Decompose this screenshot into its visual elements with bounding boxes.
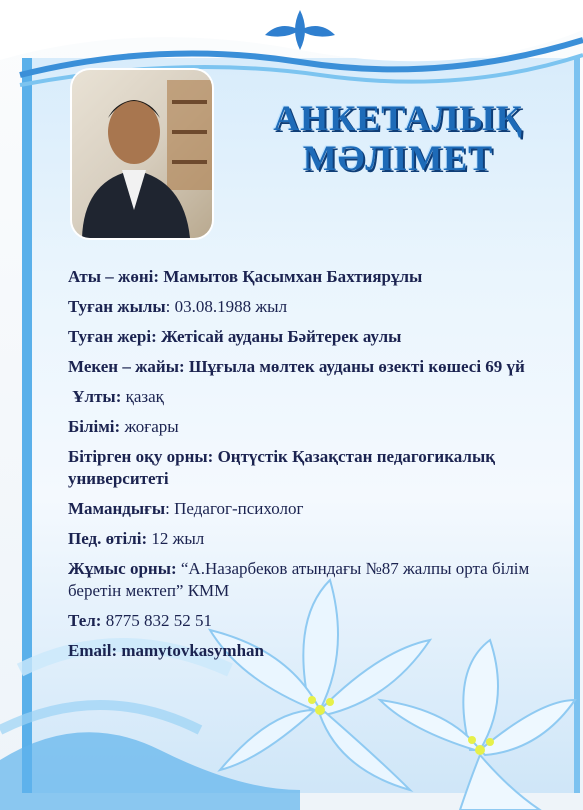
info-row-education [68, 416, 548, 438]
info-label: Мамандығы [68, 499, 166, 518]
title-line-2: МӘЛІМЕТ [302, 138, 494, 178]
info-row-specialty [68, 498, 548, 520]
info-row-experience [68, 528, 548, 550]
info-label: Тел: [68, 611, 102, 630]
info-row-university [68, 446, 548, 490]
profile-photo [72, 70, 212, 238]
info-value: : 03.08.1988 жыл [165, 297, 288, 316]
info-label: Жұмыс орны: [68, 559, 177, 578]
info-label: Туған жері: [68, 327, 157, 346]
info-label: Мекен – жайы: [68, 357, 185, 376]
info-value: Мамытов Қасымхан Бахтиярұлы [163, 267, 423, 286]
info-label: Ұлты: [72, 387, 122, 406]
info-value: mamytovkasymhan [121, 641, 264, 660]
info-row-birthplace [68, 326, 548, 348]
title-line-1: АНКЕТАЛЫҚ [273, 98, 523, 138]
person-avatar-icon [72, 70, 212, 238]
info-label: Email: [68, 641, 118, 660]
info-row-workplace [68, 558, 548, 602]
info-label: Аты – жөні: [68, 267, 160, 286]
info-label: Пед. өтілі: [68, 529, 148, 548]
info-row-nationality [68, 386, 548, 408]
info-row-phone [68, 610, 548, 632]
info-value: Шұғыла мөлтек ауданы өзекті көшесі 69 үй [188, 357, 525, 376]
info-label: Туған жылы [68, 297, 166, 316]
info-row-birthdate [68, 296, 548, 318]
info-row-email [68, 640, 548, 662]
page-title [268, 98, 528, 178]
profile-info [68, 266, 548, 670]
info-value: 12 жыл [151, 529, 205, 548]
info-value: Оңтүстік Қазақстан педагогикалық университеті [68, 447, 496, 488]
info-value: Жетісай ауданы Бәйтерек аулы [161, 327, 402, 346]
info-value: жоғары [124, 417, 179, 436]
info-row-address [68, 356, 548, 378]
info-value: “А.Назарбеков атындағы №87 жалпы орта білім беретін мектеп” КММ [68, 559, 530, 600]
info-label: Білімі: [68, 417, 121, 436]
info-label: Бітірген оқу орны: [68, 447, 214, 466]
info-value: : Педагог-психолог [165, 499, 304, 518]
info-row-name [68, 266, 548, 288]
info-value: қазақ [125, 387, 164, 406]
info-value: 8775 832 52 51 [105, 611, 212, 630]
